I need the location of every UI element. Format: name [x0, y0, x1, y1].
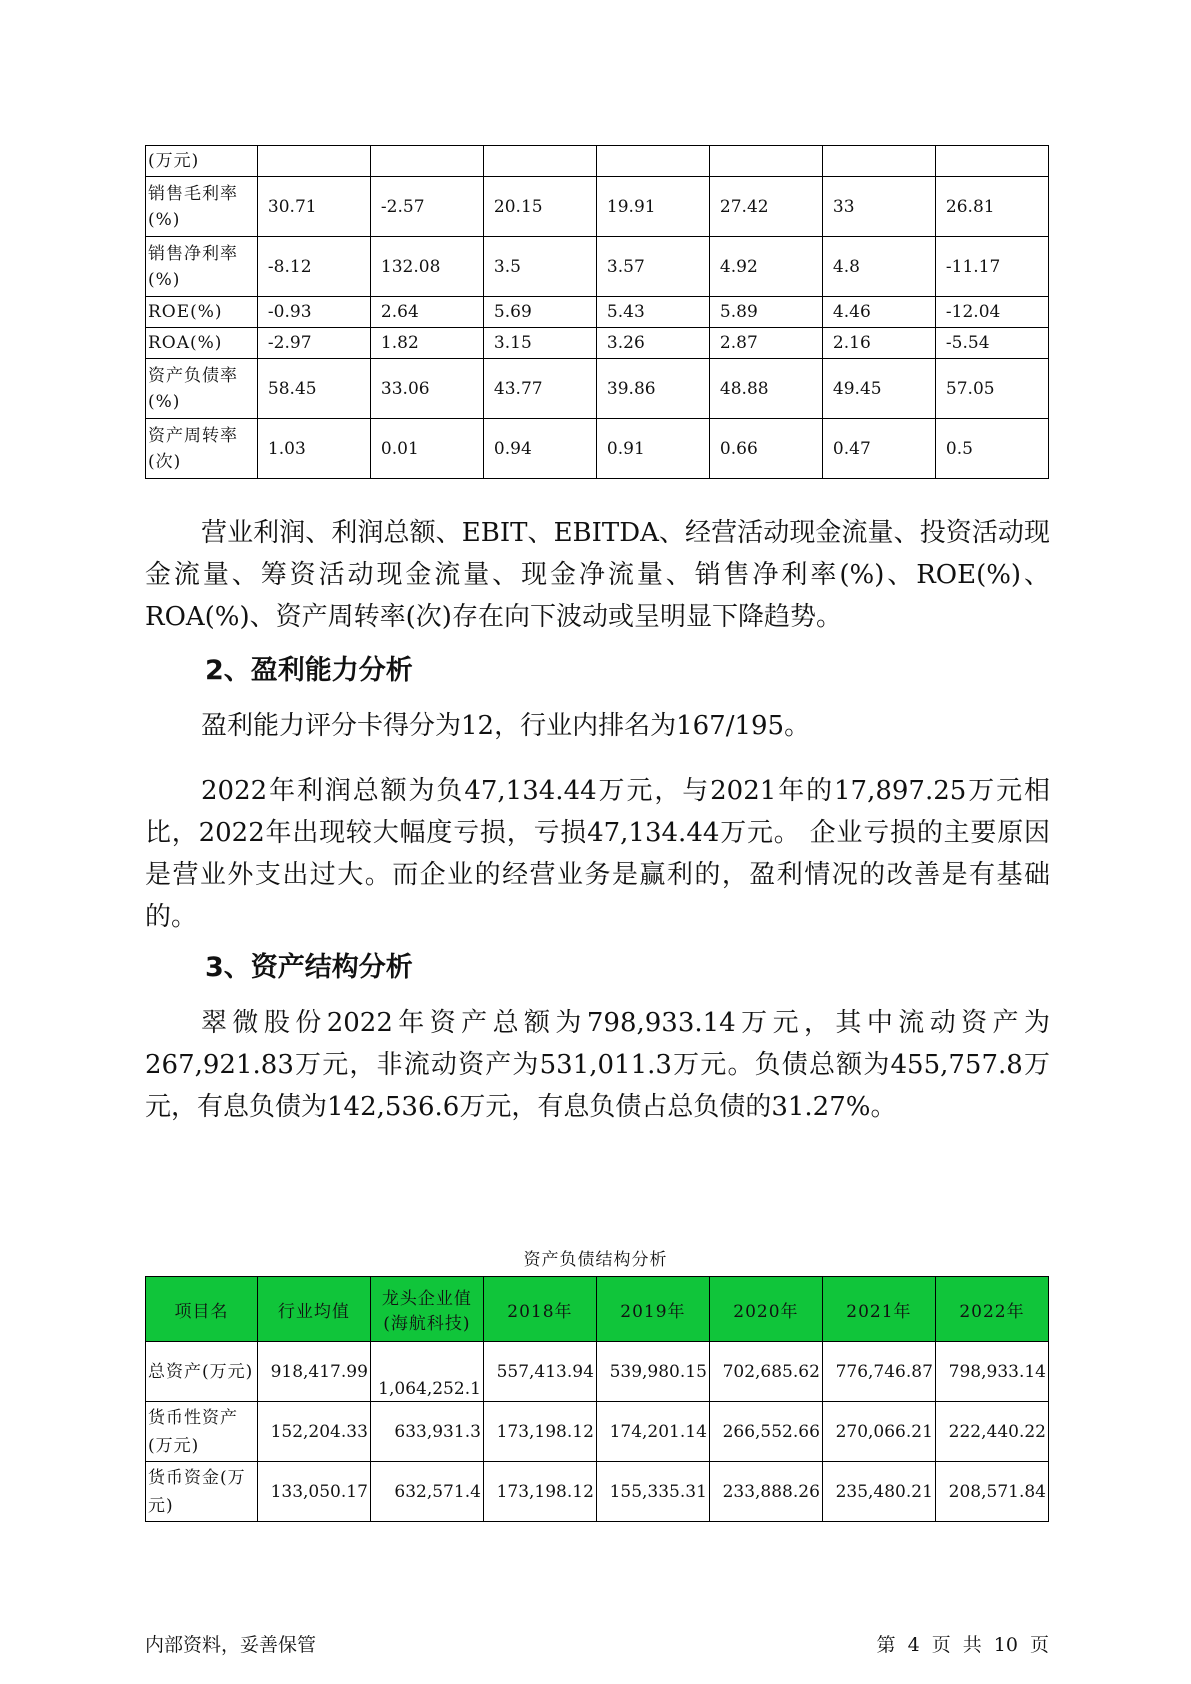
row-label: 销售净利率(%)	[146, 237, 258, 297]
table-cell	[709, 146, 822, 177]
column-header: 2020年	[709, 1277, 822, 1342]
table-cell: 57.05	[935, 359, 1048, 419]
table-cell: 3.26	[596, 328, 709, 359]
table-row	[146, 1342, 1049, 1402]
table-cell	[370, 146, 483, 177]
table-cell: 1.03	[257, 419, 370, 479]
assets-paragraph: 翠微股份2022年资产总额为798,933.14万元，其中流动资产为267,921.83万元，非流动资产为531,011.3万元。负债总额为455,757.8万元，有息负债为142,536.6万元，有息负债占总负债的31.27%。	[145, 1008, 1050, 1122]
table-cell: 557,413.94	[483, 1342, 596, 1402]
table-cell: 0.91	[596, 419, 709, 479]
score-paragraph: 盈利能力评分卡得分为12，行业内排名为167/195。	[201, 711, 811, 741]
row-label: ROA(%)	[146, 328, 258, 359]
table-cell: -2.57	[370, 177, 483, 237]
table-row	[146, 1402, 1049, 1462]
trend-paragraph: 营业利润、利润总额、EBIT、EBITDA、经营活动现金流量、投资活动现金流量、筹资活动现金流量、现金净流量、销售净利率(%)、ROE(%)、ROA(%)、资产周转率(次)存在向下波动或呈明显下降趋势。	[145, 518, 1050, 632]
section-3-title: 3、资产结构分析	[205, 952, 413, 983]
table-cell: 39.86	[596, 359, 709, 419]
table-row	[146, 177, 1049, 237]
table-cell: 19.91	[596, 177, 709, 237]
profit-paragraph: 2022年利润总额为负47,134.44万元，与2021年的17,897.25万元相比，2022年出现较大幅度亏损，亏损47,134.44万元。 企业亏损的主要原因是营业外支出过大。而企业的经营业务是赢利的，盈利情况的改善是有基础的。	[145, 776, 1050, 932]
table-cell: 33.06	[370, 359, 483, 419]
table-cell: 1.82	[370, 328, 483, 359]
table-cell: 0.47	[822, 419, 935, 479]
row-label: 资产周转率(次)	[146, 419, 258, 479]
table-cell: 5.89	[709, 297, 822, 328]
table-cell: 155,335.31	[596, 1462, 709, 1522]
table-cell: 2.87	[709, 328, 822, 359]
table-cell: 632,571.4	[370, 1462, 483, 1522]
row-label: 货币性资产(万元)	[146, 1402, 258, 1462]
table-cell: 270,066.21	[822, 1402, 935, 1462]
table-cell	[257, 146, 370, 177]
table-cell: -2.97	[257, 328, 370, 359]
table-caption: 资产负债结构分析	[523, 1250, 668, 1270]
column-header: 2018年	[483, 1277, 596, 1342]
table-cell: -12.04	[935, 297, 1048, 328]
column-header: 2021年	[822, 1277, 935, 1342]
table-cell: 235,480.21	[822, 1462, 935, 1522]
table-cell: 266,552.66	[709, 1402, 822, 1462]
table-cell: 58.45	[257, 359, 370, 419]
table-cell: 133,050.17	[257, 1462, 370, 1522]
table-cell: 4.46	[822, 297, 935, 328]
table-header-row	[146, 1277, 1049, 1342]
section-2-title: 2、盈利能力分析	[205, 655, 413, 686]
table-cell: -0.93	[257, 297, 370, 328]
table-cell: 702,685.62	[709, 1342, 822, 1402]
footer-page-number: 第 4 页 共 10 页	[876, 1634, 1049, 1656]
table-cell: 3.5	[483, 237, 596, 297]
table-cell: 2.64	[370, 297, 483, 328]
table-cell: 152,204.33	[257, 1402, 370, 1462]
table-cell: 173,198.12	[483, 1462, 596, 1522]
table-cell: 1,064,252.1	[370, 1342, 483, 1402]
row-label: ROE(%)	[146, 297, 258, 328]
table-cell: 798,933.14	[935, 1342, 1048, 1402]
table-cell	[596, 146, 709, 177]
table-cell: 0.01	[370, 419, 483, 479]
table-cell: 49.45	[822, 359, 935, 419]
table-cell: 3.15	[483, 328, 596, 359]
financial-ratio-table	[145, 145, 1049, 479]
table-cell: 5.43	[596, 297, 709, 328]
table-row	[146, 359, 1049, 419]
table-cell: 208,571.84	[935, 1462, 1048, 1522]
row-label: (万元)	[146, 146, 258, 177]
table-cell: 27.42	[709, 177, 822, 237]
table-cell: 132.08	[370, 237, 483, 297]
table-row	[146, 297, 1049, 328]
row-label: 总资产(万元)	[146, 1342, 258, 1402]
table-cell	[483, 146, 596, 177]
table-cell: 20.15	[483, 177, 596, 237]
table-cell: 5.69	[483, 297, 596, 328]
column-header: 2019年	[596, 1277, 709, 1342]
table-cell: -11.17	[935, 237, 1048, 297]
table-cell: 3.57	[596, 237, 709, 297]
table-cell	[822, 146, 935, 177]
table-cell: 48.88	[709, 359, 822, 419]
table-row	[146, 419, 1049, 479]
table-cell: 33	[822, 177, 935, 237]
column-header: 行业均值	[257, 1277, 370, 1342]
table-cell	[935, 146, 1048, 177]
table-cell: 2.16	[822, 328, 935, 359]
table-row	[146, 237, 1049, 297]
footer-confidential: 内部资料，妥善保管	[145, 1634, 317, 1656]
row-label: 货币资金(万元)	[146, 1462, 258, 1522]
column-header: 项目名	[146, 1277, 258, 1342]
table-cell: -8.12	[257, 237, 370, 297]
table-cell: 539,980.15	[596, 1342, 709, 1402]
table-cell: 0.5	[935, 419, 1048, 479]
asset-liability-table	[145, 1276, 1049, 1522]
table-cell: -5.54	[935, 328, 1048, 359]
row-label: 销售毛利率(%)	[146, 177, 258, 237]
table-cell: 174,201.14	[596, 1402, 709, 1462]
table-cell: 173,198.12	[483, 1402, 596, 1462]
row-label: 资产负债率(%)	[146, 359, 258, 419]
table-row	[146, 146, 1049, 177]
table-cell: 0.94	[483, 419, 596, 479]
table-cell: 43.77	[483, 359, 596, 419]
table-row	[146, 1462, 1049, 1522]
table-cell: 30.71	[257, 177, 370, 237]
table-row	[146, 328, 1049, 359]
table-cell: 918,417.99	[257, 1342, 370, 1402]
table-cell: 4.8	[822, 237, 935, 297]
table-cell: 233,888.26	[709, 1462, 822, 1522]
table-cell: 776,746.87	[822, 1342, 935, 1402]
column-header: 龙头企业值(海航科技)	[370, 1277, 483, 1342]
column-header: 2022年	[935, 1277, 1048, 1342]
table-cell: 633,931.3	[370, 1402, 483, 1462]
table-cell: 26.81	[935, 177, 1048, 237]
table-cell: 222,440.22	[935, 1402, 1048, 1462]
table-cell: 4.92	[709, 237, 822, 297]
table-cell: 0.66	[709, 419, 822, 479]
